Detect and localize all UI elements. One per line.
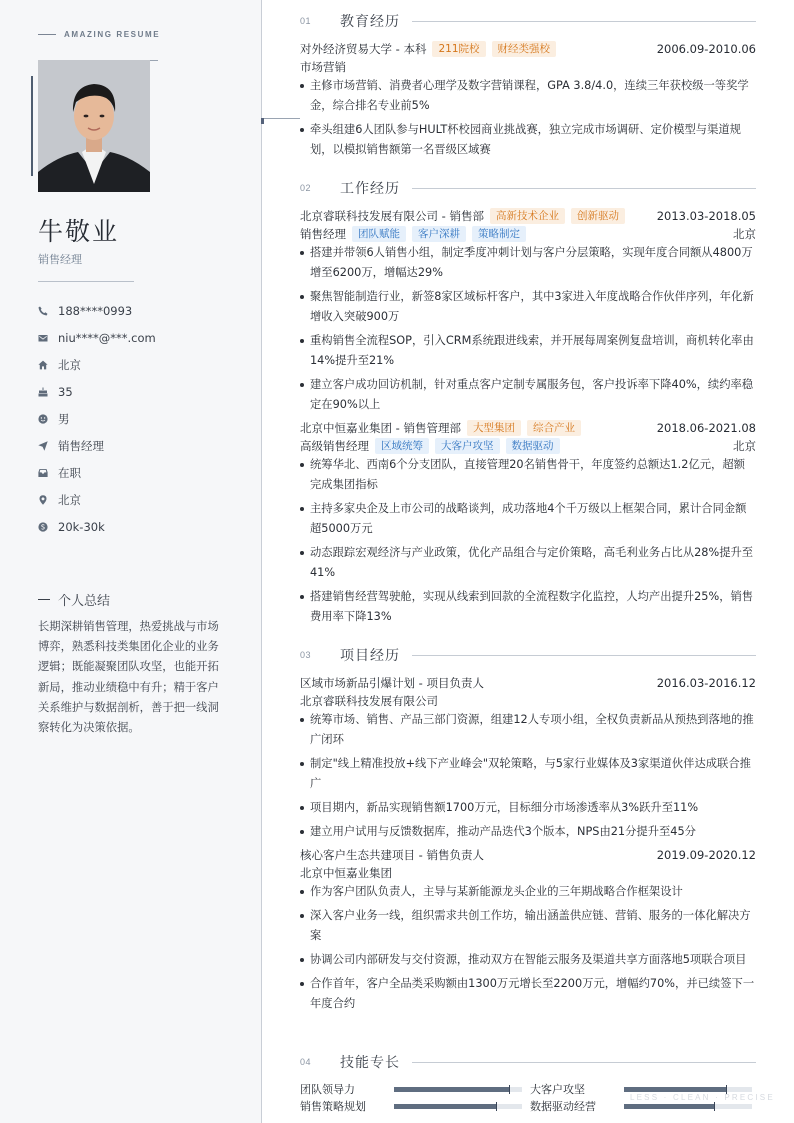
project-bullets [300, 882, 756, 1018]
job-position-line [300, 437, 756, 455]
phone-icon [38, 306, 58, 316]
list-item: 作为客户团队负责人，主导与某新能源龙头企业的三年期战略合作框架设计 [300, 882, 756, 902]
project-org: 北京中恒嘉业集团 [300, 866, 392, 880]
education-school-line [300, 40, 756, 58]
cake-icon [38, 387, 58, 397]
position-tag: 团队赋能 [352, 226, 406, 242]
job-company-line [300, 207, 756, 225]
list-item: 项目期内，新品实现销售额1700万元，目标细分市场渗透率从3%跃升至11% [300, 798, 756, 818]
contact-list [38, 297, 248, 540]
skill-name: 团队领导力 [300, 1083, 355, 1096]
position-tag: 数据驱动 [506, 438, 560, 454]
skill-item [300, 1098, 522, 1114]
send-icon [38, 441, 58, 451]
list-item: 建立客户成功回访机制，针对重点客户定制专属服务包，客户投诉率下降40%，续约率稳定在90%以上 [300, 375, 756, 415]
list-item: 牵头组建6人团队参与HULT杯校园商业挑战赛，独立完成市场调研、定价模型与渠道规划，以模拟销售额第一名晋级区域赛 [300, 120, 756, 160]
job-date: 2018.06-2021.08 [656, 421, 756, 435]
education-major-line [300, 58, 756, 76]
skill-bar [624, 1087, 752, 1092]
contact-target-role: 销售经理 [58, 438, 104, 453]
skill-name: 销售策略规划 [300, 1100, 366, 1113]
job-company: 北京中恒嘉业集团 - 销售管理部 [300, 421, 461, 435]
project-date: 2016.03-2016.12 [656, 676, 756, 690]
company-tag: 综合产业 [527, 420, 581, 436]
list-item: 搭建并带领6人销售小组，制定季度冲刺计划与客户分层策略，实现年度合同额从4800万增至6200万，增幅达29% [300, 243, 756, 283]
person-role: 销售经理 [38, 253, 82, 266]
position-tag: 大客户攻坚 [435, 438, 500, 454]
location-pin-icon [38, 495, 58, 505]
job-city: 北京 [733, 227, 756, 241]
summary-heading: 个人总结 [38, 590, 110, 609]
contact-age: 35 [58, 384, 73, 399]
section-work-heading: 02 工作经历 [300, 178, 756, 198]
company-tag: 创新驱动 [571, 208, 625, 224]
position-tag: 策略制定 [472, 226, 526, 242]
home-icon [38, 360, 58, 370]
contact-gender: 男 [58, 411, 70, 426]
section-title: 工作经历 [340, 181, 400, 197]
skill-bar [624, 1104, 752, 1109]
contact-status: 在职 [58, 465, 81, 480]
job-company-line [300, 419, 756, 437]
list-item: 协调公司内部研发与交付资源，推动双方在智能云服务及渠道共享方面落地5项联合项目 [300, 950, 756, 970]
face-icon [38, 414, 58, 424]
list-item: 统筹市场、销售、产品三部门资源，组建12人专项小组，全权负责新品从预热到落地的推广闭环 [300, 710, 756, 750]
person-name: 牛敬业 [38, 217, 120, 246]
project-org-line [300, 692, 756, 710]
contact-city: 北京 [58, 357, 81, 372]
position-tag: 区域统筹 [375, 438, 429, 454]
education-date: 2006.09-2010.06 [656, 42, 756, 56]
skill-item [300, 1081, 522, 1097]
contact-item-city [38, 351, 248, 378]
list-item: 主修市场营销、消费者心理学及数字营销课程，GPA 3.8/4.0，连续三年获校级一等奖学金，综合排名专业前5% [300, 76, 756, 116]
project-name-line [300, 846, 756, 864]
contact-item-location [38, 486, 248, 513]
contact-item-email [38, 324, 248, 351]
education-bullets [300, 76, 756, 164]
section-projects-heading: 03 项目经历 [300, 645, 756, 665]
brand-text: AMAZING RESUME [64, 30, 161, 39]
project-org-line [300, 864, 756, 882]
project-org: 北京睿联科技发展有限公司 [300, 694, 438, 708]
contact-item-gender [38, 405, 248, 432]
job-city: 北京 [733, 439, 756, 453]
job-position: 销售经理 [300, 227, 346, 241]
watermark: LESS · CLEAN · PRECISE [630, 1093, 775, 1102]
skill-bar [394, 1104, 522, 1109]
section-title: 技能专长 [340, 1055, 400, 1071]
company-tag: 大型集团 [467, 420, 521, 436]
job-position: 高级销售经理 [300, 439, 369, 453]
list-item: 动态跟踪宏观经济与产业政策，优化产品组合与定价策略，高毛利业务占比从28%提升至41% [300, 543, 756, 583]
sidebar [0, 0, 262, 1123]
list-item: 主持多家央企及上市公司的战略谈判，成功落地4个千万级以上框架合同，累计合同金额超5000万元 [300, 499, 756, 539]
list-item: 合作首年，客户全品类采购额由1300万元增长至2200万元，增幅约70%，并已续签下一年度合约 [300, 974, 756, 1014]
section-title: 项目经历 [340, 648, 400, 664]
school-name: 对外经济贸易大学 - 本科 [300, 42, 427, 56]
education-major: 市场营销 [300, 60, 346, 74]
section-title: 教育经历 [340, 14, 400, 30]
contact-location: 北京 [58, 492, 81, 507]
list-item: 聚焦智能制造行业，新签8家区域标杆客户，其中3家进入年度战略合作伙伴序列，年化新增收入突破900万 [300, 287, 756, 327]
contact-item-phone [38, 297, 248, 324]
summary-text: 长期深耕销售管理，热爱挑战与市场博弈，熟悉科技类集团化企业的业务逻辑；既能凝聚团队攻坚，也能开拓新局，推动业绩稳中有升；精于客户关系维护与数据剖析，善于把一线洞察转化为决策依据。 [38, 620, 219, 735]
project-name: 核心客户生态共建项目 - 销售负责人 [300, 848, 484, 862]
school-tag: 财经类强校 [492, 41, 557, 57]
mail-icon [38, 333, 58, 343]
profile-photo [38, 60, 150, 192]
contact-item-target-role [38, 432, 248, 459]
list-item: 搭建销售经营驾驶舱，实现从线索到回款的全流程数字化监控，人均产出提升25%，销售费用率下降13% [300, 587, 756, 627]
job-date: 2013.03-2018.05 [656, 209, 756, 223]
section-education-heading: 01 教育经历 [300, 11, 756, 31]
list-item: 制定"线上精准投放+线下产业峰会"双轮策略，与5家行业媒体及3家渠道伙伴达成联合推广 [300, 754, 756, 794]
job-position-line [300, 225, 756, 243]
contact-phone: 188****0993 [58, 303, 133, 318]
contact-item-salary [38, 513, 248, 540]
job-company: 北京睿联科技发展有限公司 - 销售部 [300, 209, 484, 223]
position-tag: 客户深耕 [412, 226, 466, 242]
skill-bar [394, 1087, 522, 1092]
list-item: 统筹华北、西南6个分支团队，直接管理20名销售骨干，年度签约总额达1.2亿元，超额完成集团指标 [300, 455, 756, 495]
project-name-line [300, 674, 756, 692]
contact-item-status [38, 459, 248, 486]
contact-item-age [38, 378, 248, 405]
skill-name: 大客户攻坚 [530, 1083, 585, 1096]
project-bullets [300, 710, 756, 846]
inbox-icon [38, 468, 58, 478]
list-item: 建立用户试用与反馈数据库，推动产品迭代3个版本，NPS由21分提升至45分 [300, 822, 756, 842]
list-item: 深入客户业务一线，组织需求共创工作坊，输出涵盖供应链、营销、服务的一体化解决方案 [300, 906, 756, 946]
company-tag: 高新技术企业 [490, 208, 565, 224]
job-bullets [300, 243, 756, 419]
contact-salary: 20k-30k [58, 519, 105, 534]
school-tag: 211院校 [432, 41, 485, 57]
contact-email: niu****@***.com [58, 330, 156, 345]
coin-icon [38, 522, 58, 532]
list-item: 重构销售全流程SOP，引入CRM系统跟进线索，并开展每周案例复盘培训，商机转化率由14%提升至21% [300, 331, 756, 371]
skill-name: 数据驱动经营 [530, 1100, 596, 1113]
job-bullets [300, 455, 756, 631]
project-date: 2019.09-2020.12 [656, 848, 756, 862]
section-skills-heading: 04 技能专长 [300, 1052, 756, 1072]
project-name: 区域市场新品引爆计划 - 项目负责人 [300, 676, 484, 690]
brand [38, 30, 160, 39]
